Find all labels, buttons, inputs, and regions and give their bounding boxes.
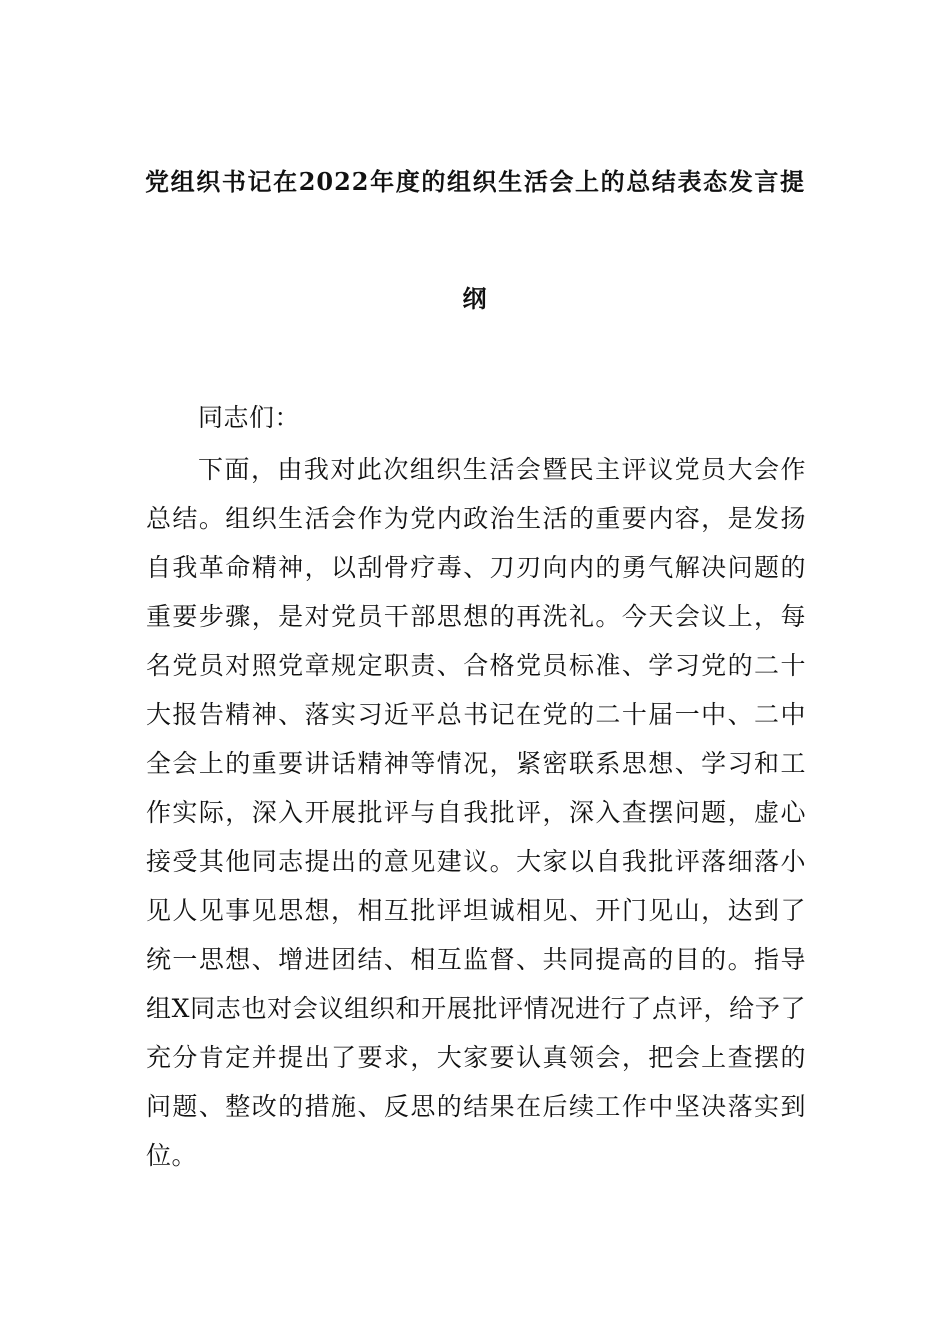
document-title-line-1: 党组织书记在2022年度的组织生活会上的总结表态发言提 (145, 167, 805, 196)
paragraph-line: 重要步骤，是对党员干部思想的再洗礼。今天会议上，每 (146, 602, 806, 631)
paragraph-line: 全会上的重要讲话精神等情况，紧密联系思想、学习和工 (146, 749, 806, 778)
paragraph-line: 接受其他同志提出的意见建议。大家以自我批评落细落小 (146, 847, 806, 876)
paragraph-line: 大报告精神、落实习近平总书记在党的二十届一中、二中 (146, 700, 806, 729)
paragraph-line: 下面，由我对此次组织生活会暨民主评议党员大会作 (198, 455, 806, 484)
paragraph-line: 作实际，深入开展批评与自我批评，深入查摆问题，虚心 (146, 798, 806, 827)
paragraph-line: 位。 (146, 1141, 198, 1170)
paragraph-line: 名党员对照党章规定职责、合格党员标准、学习党的二十 (146, 651, 806, 680)
paragraph-line: 统一思想、增进团结、相互监督、共同提高的目的。指导 (146, 945, 806, 974)
paragraph-line: 充分肯定并提出了要求，大家要认真领会，把会上查摆的 (146, 1043, 806, 1072)
paragraph-line: 组X同志也对会议组织和开展批评情况进行了点评，给予了 (146, 994, 806, 1023)
paragraph-line: 自我革命精神，以刮骨疗毒、刀刃向内的勇气解决问题的 (146, 553, 806, 582)
document-title-line-2: 纲 (462, 284, 488, 313)
salutation: 同志们： (198, 403, 301, 432)
paragraph-line: 总结。组织生活会作为党内政治生活的重要内容，是发扬 (146, 504, 806, 533)
body-paragraph (146, 445, 806, 1180)
paragraph-line: 见人见事见思想，相互批评坦诚相见、开门见山，达到了 (146, 896, 806, 925)
paragraph-line: 问题、整改的措施、反思的结果在后续工作中坚决落实到 (146, 1092, 806, 1121)
